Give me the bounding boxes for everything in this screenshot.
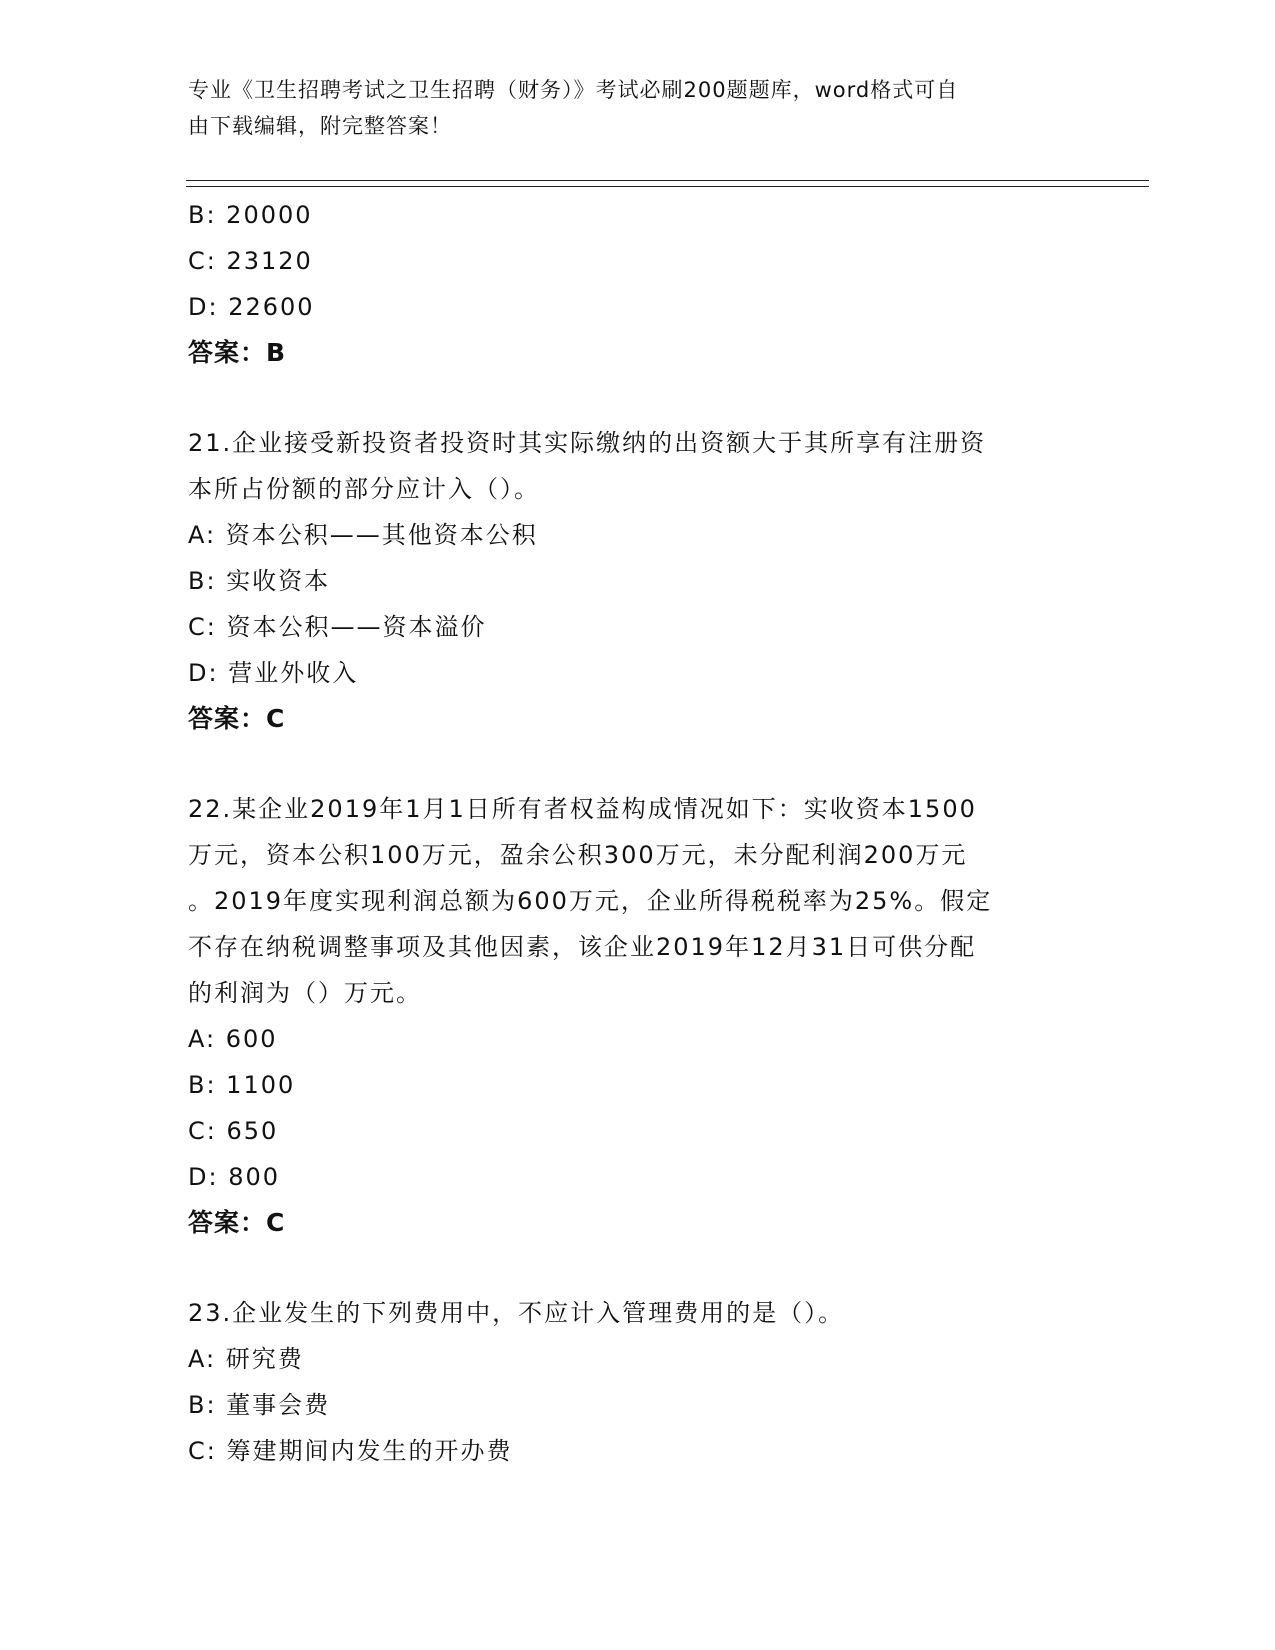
spacer: [188, 1246, 1088, 1290]
question-list: [188, 192, 1088, 1474]
option-b: B: 董事会费: [188, 1391, 331, 1419]
option-a: A: 资本公积——其他资本公积: [188, 521, 538, 549]
option-b: B: 实收资本: [188, 567, 331, 595]
spacer: [188, 376, 1088, 420]
option-c: C: 资本公积——资本溢价: [188, 613, 487, 641]
answer: 答案：B: [188, 338, 287, 367]
question-stem-line: 本所占份额的部分应计入（）。: [188, 475, 540, 503]
question-stem-line: 23.企业发生的下列费用中，不应计入管理费用的是（）。: [188, 1299, 845, 1327]
spacer: [188, 742, 1088, 786]
header-divider-top: [186, 180, 1149, 181]
option-d: D: 800: [188, 1163, 281, 1191]
option-a: A: 研究费: [188, 1345, 304, 1373]
question-21: [188, 420, 1088, 742]
header-line-2: 由下载编辑，附完整答案！: [188, 114, 452, 138]
answer: 答案：C: [188, 1208, 286, 1237]
answer: 答案：C: [188, 704, 286, 733]
question-stem-line: 。2019年度实现利润总额为600万元，企业所得税税率为25%。假定: [188, 887, 993, 915]
question-stem-line: 22.某企业2019年1月1日所有者权益构成情况如下：实收资本1500: [188, 795, 977, 823]
question-stem-line: 万元，资本公积100万元，盈余公积300万元，未分配利润200万元: [188, 841, 968, 869]
option-d: D: 营业外收入: [188, 659, 359, 687]
question-22: [188, 786, 1088, 1246]
question-stem-line: 不存在纳税调整事项及其他因素，该企业2019年12月31日可供分配: [188, 933, 977, 961]
document-header: [188, 72, 1088, 144]
option-a: A: 600: [188, 1025, 278, 1053]
option-b: B: 1100: [188, 1071, 296, 1099]
question-20-continued: [188, 192, 1088, 376]
question-23: [188, 1290, 1088, 1474]
option-d: D: 22600: [188, 293, 315, 321]
option-c: C: 23120: [188, 247, 313, 275]
question-stem-line: 的利润为（）万元。: [188, 979, 422, 1007]
option-c: C: 650: [188, 1117, 279, 1145]
option-c: C: 筹建期间内发生的开办费: [188, 1437, 513, 1465]
header-divider-bottom: [186, 186, 1149, 187]
option-b: B: 20000: [188, 201, 313, 229]
question-stem-line: 21.企业接受新投资者投资时其实际缴纳的出资额大于其所享有注册资: [188, 429, 987, 457]
header-line-1: 专业《卫生招聘考试之卫生招聘（财务）》考试必刷200题题库，word格式可自: [188, 78, 959, 102]
